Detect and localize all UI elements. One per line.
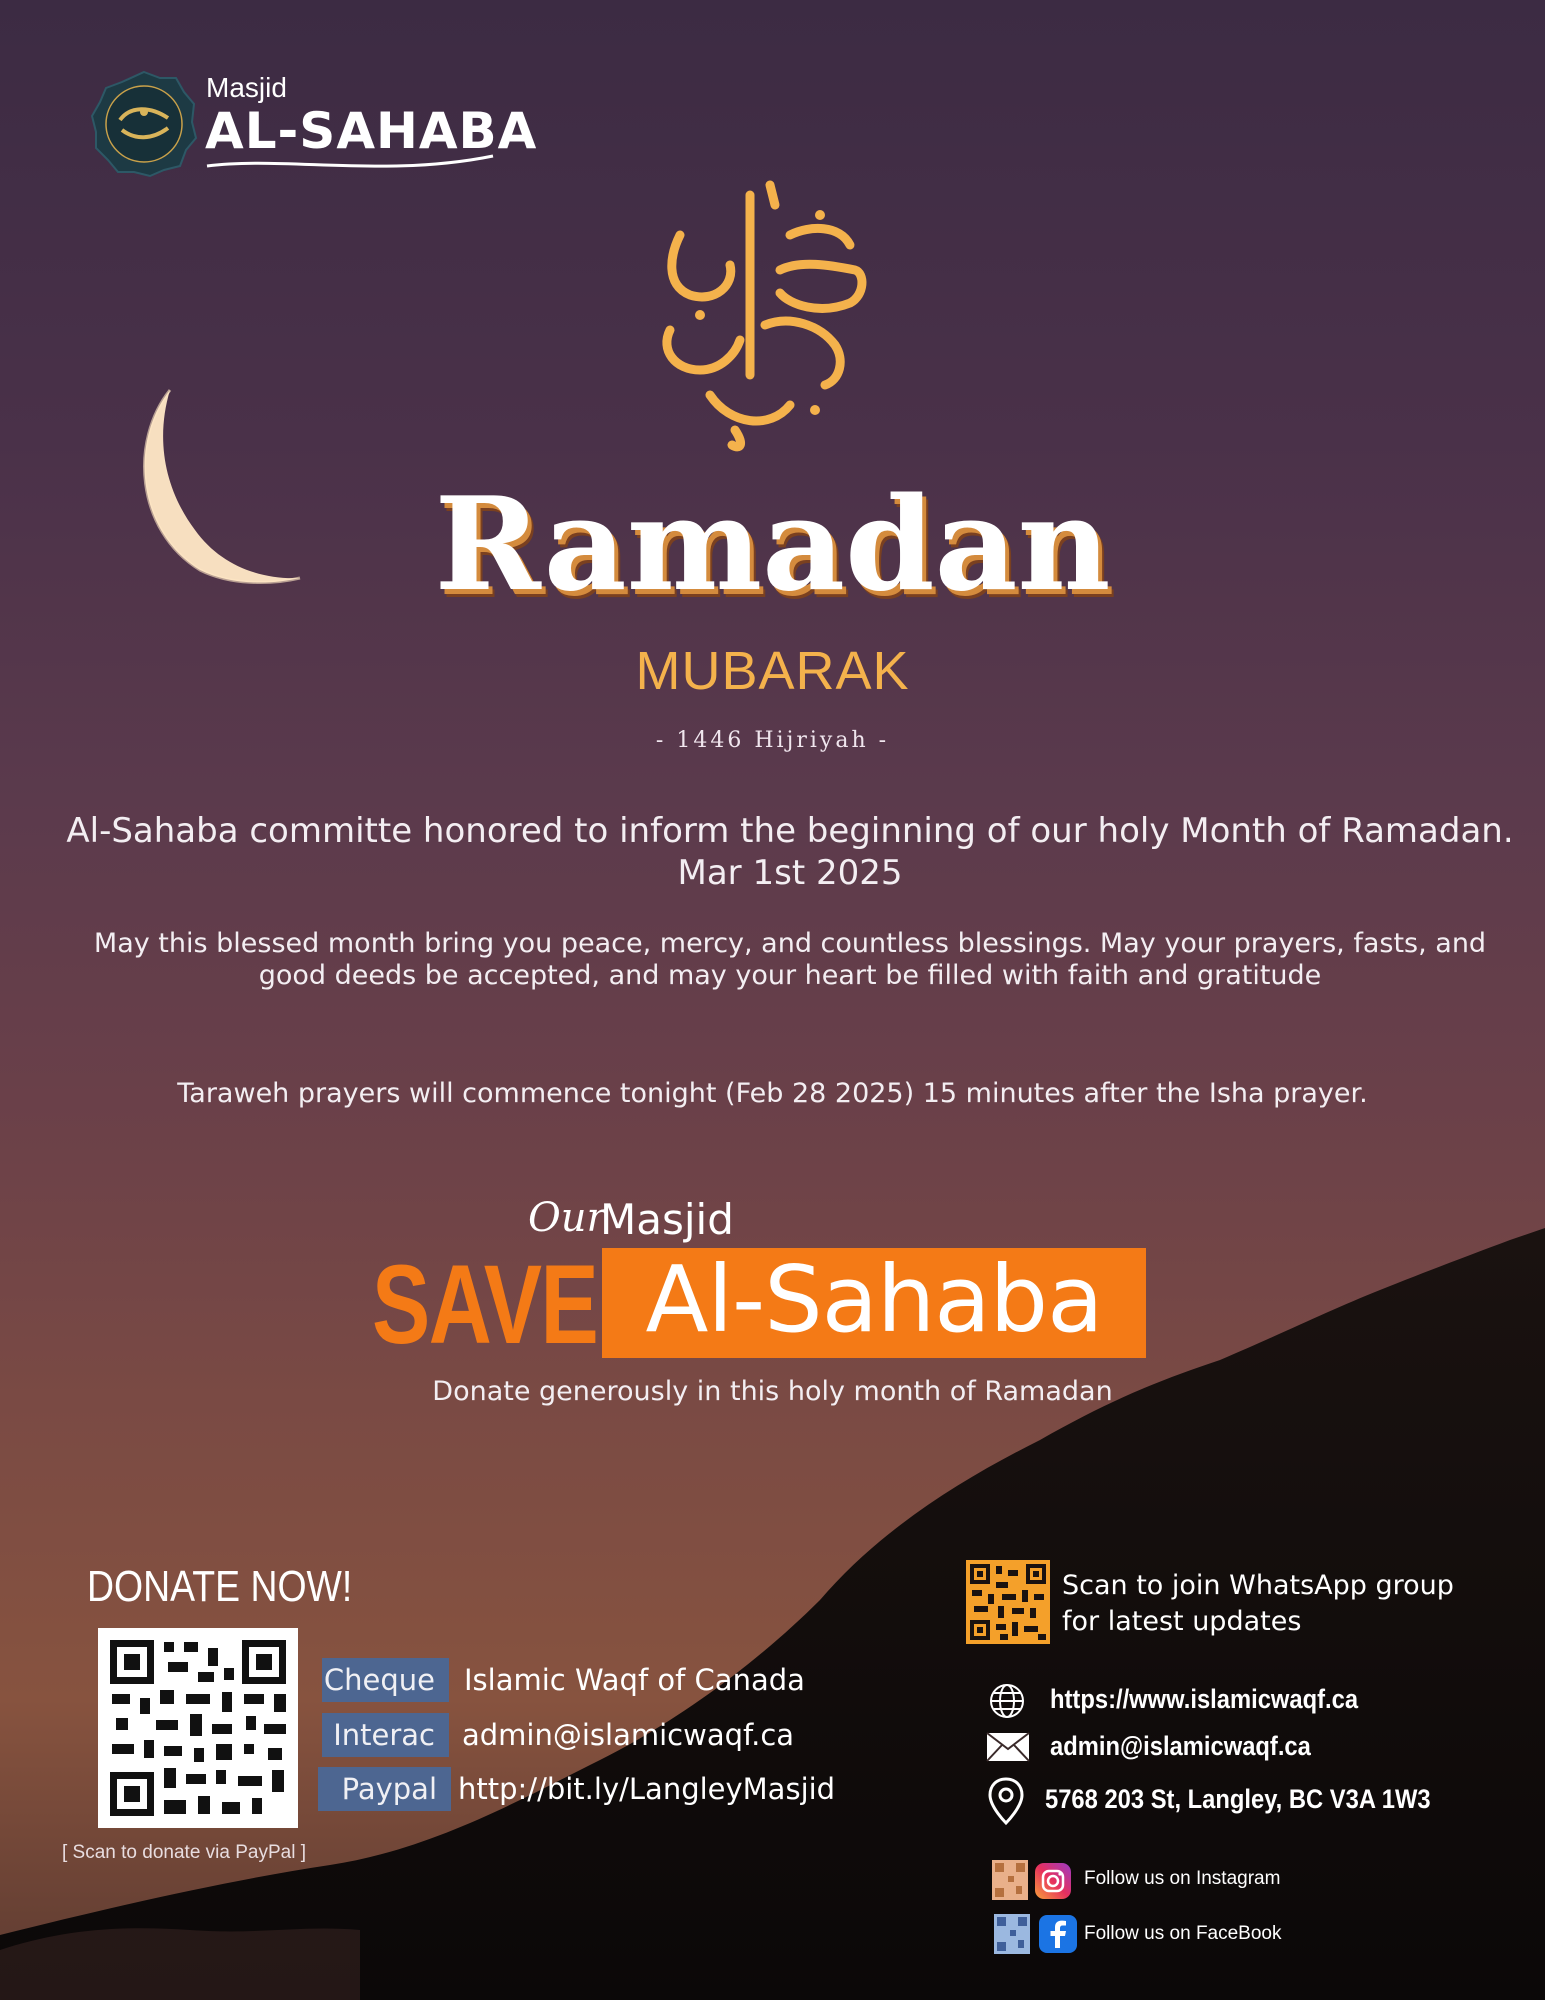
mail-icon <box>986 1732 1030 1762</box>
campaign-our: Our <box>528 1195 606 1241</box>
facebook-qr-code[interactable] <box>994 1914 1030 1954</box>
paypal-qr-caption: [ Scan to donate via PayPal ] <box>62 1842 306 1863</box>
whatsapp-line: Scan to join WhatsApp group <box>1062 1570 1454 1601</box>
announcement <box>60 810 1520 894</box>
mubarak-subtitle: MUBARAK <box>635 641 910 701</box>
payment-label-cheque: Cheque <box>322 1658 449 1702</box>
email-link[interactable]: admin@islamicwaqf.ca <box>1050 1731 1311 1761</box>
address: 5768 203 St, Langley, BC V3A 1W3 <box>1045 1784 1431 1814</box>
whatsapp-line: for latest updates <box>1062 1606 1302 1637</box>
globe-icon <box>988 1682 1026 1720</box>
whatsapp-qr-code[interactable] <box>966 1560 1050 1644</box>
logo-masjid-label: Masjid <box>206 72 287 103</box>
paypal-qr-code[interactable] <box>98 1628 298 1828</box>
announcement-line: Al-Sahaba committe honored to inform the beginning of our holy Month of Ramadan. <box>66 811 1514 851</box>
announcement-date: Mar 1st 2025 <box>677 853 903 893</box>
facebook-icon[interactable] <box>1038 1914 1078 1954</box>
instagram-qr-code[interactable] <box>992 1860 1028 1900</box>
instagram-follow[interactable]: Follow us on Instagram <box>1084 1868 1281 1889</box>
ramadan-title: Ramadan <box>434 470 1111 620</box>
facebook-follow[interactable]: Follow us on FaceBook <box>1084 1923 1282 1944</box>
payment-value-cheque: Islamic Waqf of Canada <box>464 1663 805 1697</box>
logo-seal-icon <box>90 70 198 178</box>
taraweh-notice: Taraweh prayers will commence tonight (Feb 28 2025) 15 minutes after the Isha prayer. <box>177 1078 1368 1109</box>
location-pin-icon <box>986 1776 1026 1828</box>
campaign-tagline: Donate generously in this holy month of Ramadan <box>432 1376 1113 1407</box>
whatsapp-text <box>1062 1568 1454 1640</box>
campaign-masjid: Masjid <box>600 1195 734 1244</box>
payment-value-paypal[interactable]: http://bit.ly/LangleyMasjid <box>458 1772 836 1806</box>
website-link[interactable]: https://www.islamicwaqf.ca <box>1050 1684 1359 1714</box>
ramadan-calligraphy-icon <box>640 175 880 455</box>
logo-swoosh <box>205 150 495 172</box>
campaign-save: SAVE <box>372 1242 598 1367</box>
qr-pattern-icon <box>98 1628 298 1828</box>
logo-masjid-name: AL-SAHABA <box>205 102 538 160</box>
blessing-text: May this blessed month bring you peace, mercy, and countless blessings. May your prayers, fasts, and good deeds be accepted, and may your heart be filled with faith and gratitude <box>93 928 1487 991</box>
hijri-year: - 1446 Hijriyah - <box>655 728 890 753</box>
campaign-name: Al-Sahaba <box>645 1246 1103 1353</box>
donate-heading: DONATE NOW! <box>87 1562 353 1611</box>
payment-value-interac[interactable]: admin@islamicwaqf.ca <box>462 1718 795 1752</box>
payment-label-paypal: Paypal <box>318 1767 451 1811</box>
payment-label-interac: Interac <box>322 1713 449 1757</box>
instagram-icon[interactable] <box>1034 1862 1072 1900</box>
